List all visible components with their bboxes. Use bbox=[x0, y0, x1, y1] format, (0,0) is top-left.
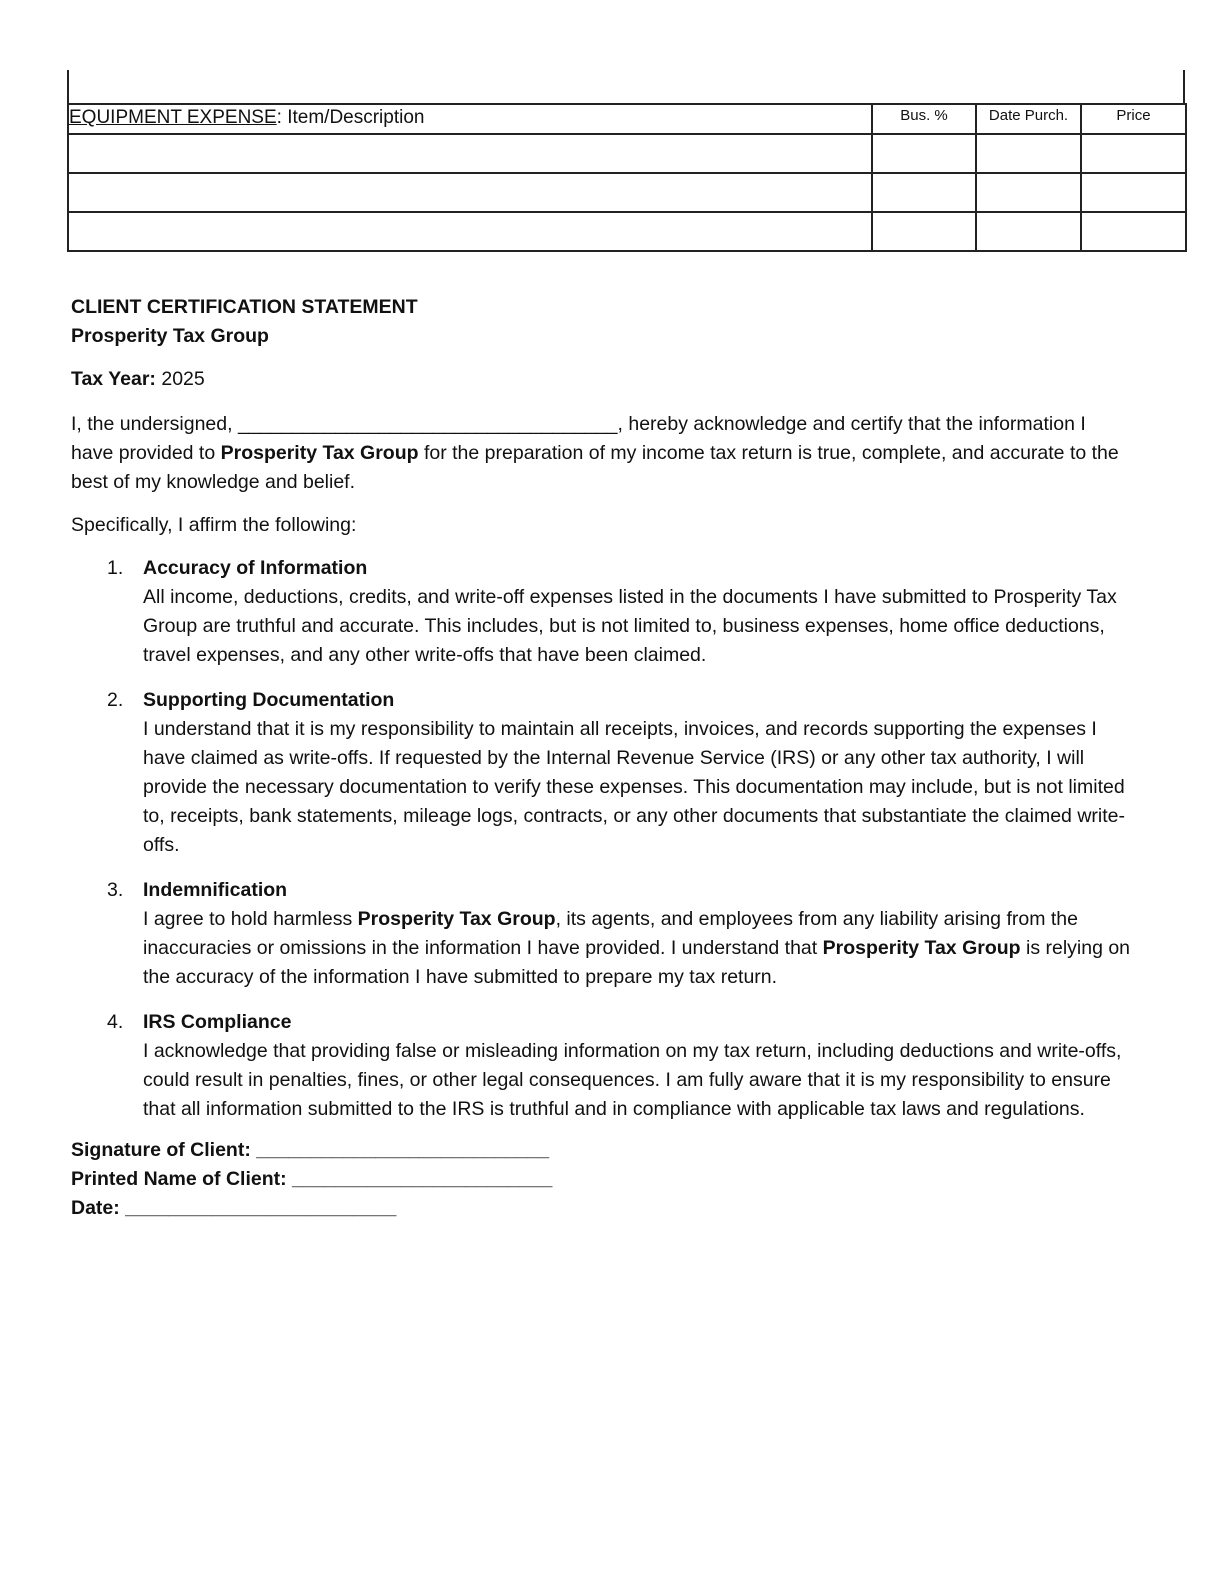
affirmation-list bbox=[71, 554, 1131, 1124]
bus-pct-cell[interactable] bbox=[872, 173, 976, 212]
item-body-company: Prosperity Tax Group bbox=[357, 908, 556, 930]
item-number: 2. bbox=[107, 689, 124, 711]
item-number: 3. bbox=[107, 879, 124, 901]
date-cell[interactable] bbox=[976, 212, 1081, 251]
item-title: Supporting Documentation bbox=[143, 689, 395, 711]
table-row bbox=[68, 173, 1186, 212]
tax-year bbox=[71, 365, 1131, 394]
equipment-expense-label: EQUIPMENT EXPENSE bbox=[69, 107, 277, 128]
list-item bbox=[71, 686, 1131, 860]
header-price: Price bbox=[1081, 104, 1186, 134]
intro-text-part2: for the preparation of my income tax return is true, complete, and accurate to the best of my knowledge and belief. bbox=[71, 442, 1119, 493]
price-cell[interactable] bbox=[1081, 173, 1186, 212]
item-body bbox=[143, 908, 1130, 988]
item-number: 1. bbox=[107, 557, 124, 579]
header-bus-pct: Bus. % bbox=[872, 104, 976, 134]
date-line[interactable]: Date: _________________________ bbox=[71, 1197, 397, 1219]
item-cell[interactable] bbox=[68, 173, 872, 212]
table-header-row bbox=[68, 104, 1186, 134]
certification-statement bbox=[71, 293, 1131, 1223]
table-top-continuation bbox=[67, 70, 1185, 104]
item-body-company: Prosperity Tax Group bbox=[822, 937, 1021, 959]
equipment-expense-table bbox=[67, 103, 1187, 252]
item-body: I understand that it is my responsibility to maintain all receipts, invoices, and records supporting the expenses I have claimed as write-offs. If requested by the Internal Revenue Service (IRS) or any other tax authority, I will provide the necessary documentation to verify these expenses. This documentation may include, but is not limited to, receipts, bank statements, mileage logs, contracts, or any other documents that substantiate the claimed write-offs. bbox=[143, 718, 1125, 856]
item-body-e: is relying on the accuracy of the information I have submitted to prepare my tax return. bbox=[143, 937, 1131, 988]
statement-heading: CLIENT CERTIFICATION STATEMENT bbox=[71, 296, 418, 318]
item-body: All income, deductions, credits, and write-off expenses listed in the documents I have submitted to Prosperity Tax Group are truthful and accurate. This includes, but is not limited to, business expenses, home office deductions, travel expenses, and any other write-offs that have been claimed. bbox=[143, 586, 1117, 666]
item-title: IRS Compliance bbox=[143, 1011, 292, 1033]
list-item bbox=[71, 554, 1131, 670]
signature-block bbox=[71, 1136, 1131, 1223]
intro-text-part1: I, the undersigned, ___________________________________, hereby acknowledge and certify that the information I have provided to bbox=[71, 413, 1086, 464]
tax-year-label: Tax Year: bbox=[71, 368, 156, 390]
signature-line[interactable]: Signature of Client: ___________________________ bbox=[71, 1139, 550, 1161]
item-description-label: : Item/Description bbox=[276, 107, 425, 128]
intro-company: Prosperity Tax Group bbox=[220, 442, 419, 464]
tax-year-value: 2025 bbox=[155, 368, 205, 390]
item-title: Indemnification bbox=[143, 879, 288, 901]
table-row bbox=[68, 212, 1186, 251]
table-row bbox=[68, 134, 1186, 173]
item-cell[interactable] bbox=[68, 134, 872, 173]
company-name: Prosperity Tax Group bbox=[71, 325, 269, 347]
list-item bbox=[71, 876, 1131, 992]
item-body: I acknowledge that providing false or misleading information on my tax return, including deductions and write-offs, could result in penalties, fines, or other legal consequences. I am fully aware that it is my responsibility to ensure that all information submitted to the IRS is truthful and in compliance with applicable tax laws and regulations. bbox=[143, 1040, 1122, 1120]
bus-pct-cell[interactable] bbox=[872, 134, 976, 173]
bus-pct-cell[interactable] bbox=[872, 212, 976, 251]
item-title: Accuracy of Information bbox=[143, 557, 368, 579]
item-cell[interactable] bbox=[68, 212, 872, 251]
printed-name-line[interactable]: Printed Name of Client: ________________________ bbox=[71, 1168, 553, 1190]
price-cell[interactable] bbox=[1081, 212, 1186, 251]
list-item bbox=[71, 1008, 1131, 1124]
item-number: 4. bbox=[107, 1011, 124, 1033]
date-cell[interactable] bbox=[976, 134, 1081, 173]
intro-paragraph bbox=[71, 410, 1131, 497]
header-date-purch: Date Purch. bbox=[976, 104, 1081, 134]
item-body-c: , its agents, and employees from any liability arising from the inaccuracies or omissions in the information I have provided. I understand that bbox=[143, 908, 1078, 959]
item-body-a: I agree to hold harmless bbox=[143, 908, 358, 930]
price-cell[interactable] bbox=[1081, 134, 1186, 173]
date-cell[interactable] bbox=[976, 173, 1081, 212]
header-item-description bbox=[68, 104, 872, 134]
affirm-text: Specifically, I affirm the following: bbox=[71, 514, 357, 536]
